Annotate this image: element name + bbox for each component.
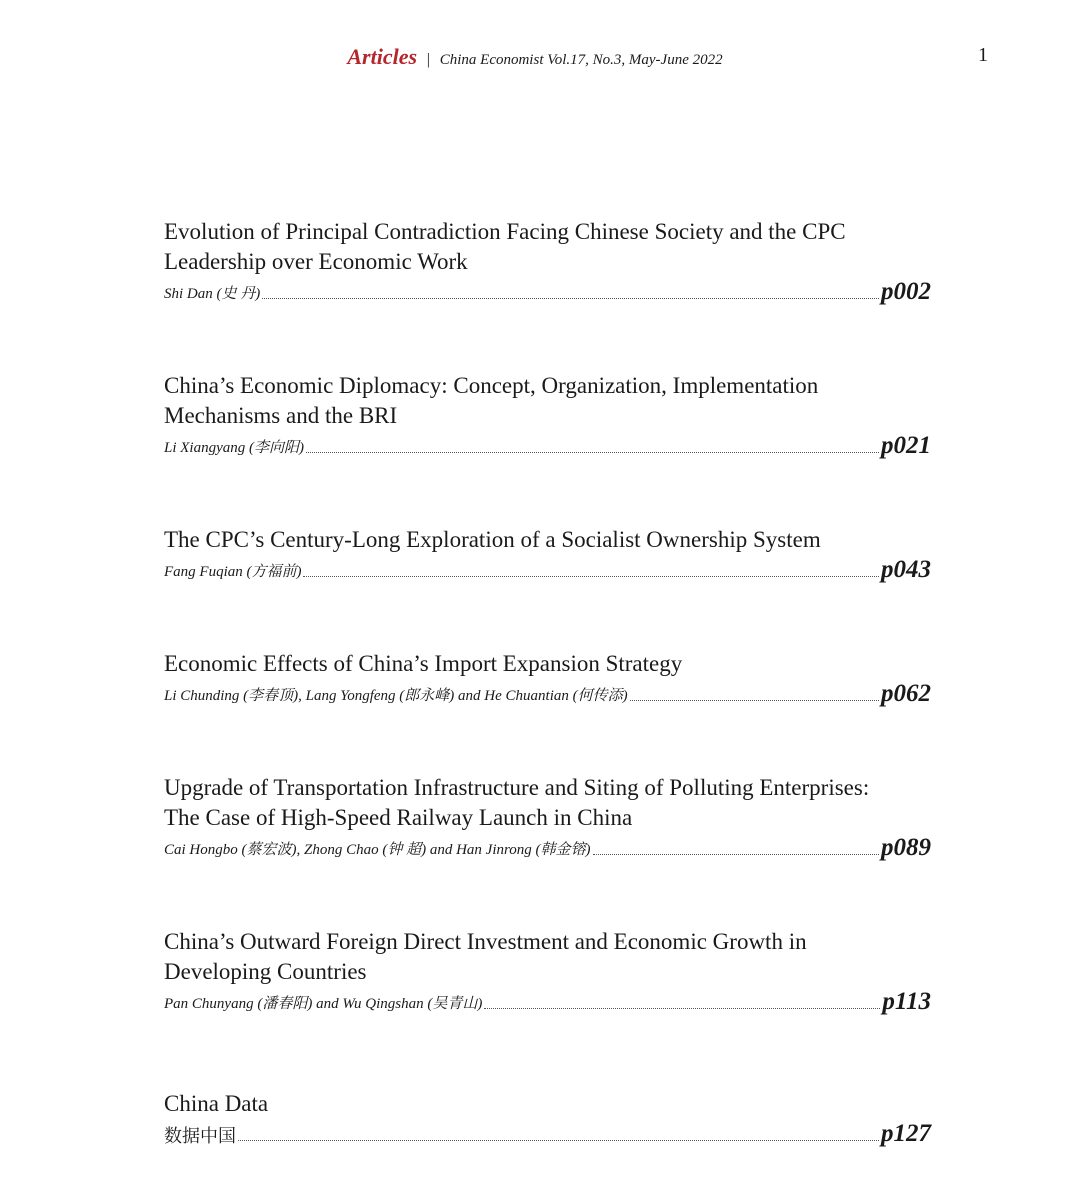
toc-entry[interactable] [164, 217, 931, 305]
dot-leader [306, 451, 879, 453]
article-authors: Li Xiangyang (李向阳) [164, 440, 304, 456]
section-label: Articles [347, 44, 418, 69]
dot-leader [484, 1007, 880, 1009]
article-title[interactable]: China Data [164, 1091, 269, 1116]
byline [164, 835, 931, 861]
dot-leader [303, 575, 879, 577]
article-title[interactable]: Economic Effects of China’s Import Expansion Strategy [164, 651, 683, 676]
article-title[interactable]: China’s Outward Foreign Direct Investment and Economic Growth in Developing Countries [164, 929, 807, 984]
toc-entry[interactable] [164, 927, 931, 1015]
dot-leader [630, 699, 879, 701]
article-authors: Fang Fuqian (方福前) [164, 564, 302, 580]
byline [164, 279, 931, 305]
article-title[interactable]: Evolution of Principal Contradiction Facing Chinese Society and the CPC Leadership over Economic Work [164, 219, 846, 274]
dot-leader [593, 853, 879, 855]
page-number: 1 [978, 44, 988, 66]
toc-entry[interactable] [164, 371, 931, 459]
toc-entry[interactable] [164, 1089, 931, 1147]
journal-citation: China Economist Vol.17, No.3, May-June 2022 [439, 52, 723, 68]
toc-entry[interactable] [164, 525, 931, 583]
article-authors: Pan Chunyang (潘春阳) and Wu Qingshan (吴青山) [164, 996, 483, 1012]
dot-leader [238, 1139, 879, 1141]
byline [164, 1121, 931, 1147]
byline [164, 433, 931, 459]
article-page-ref[interactable]: p021 [881, 432, 931, 459]
article-authors: Li Chunding (李春顶), Lang Yongfeng (郎永峰) and He Chuantian (何传添) [164, 688, 628, 704]
article-title[interactable]: Upgrade of Transportation Infrastructure and Siting of Polluting Enterprises: The Case of High-Speed Railway Launch in China [164, 775, 870, 830]
article-authors: Cai Hongbo (蔡宏波), Zhong Chao (钟 超) and Han Jinrong (韩金镕) [164, 842, 591, 858]
article-page-ref[interactable]: p113 [882, 988, 931, 1015]
article-page-ref[interactable]: p043 [881, 556, 931, 583]
article-title[interactable]: China’s Economic Diplomacy: Concept, Organization, Implementation Mechanisms and the BRI [164, 373, 819, 428]
byline [164, 989, 931, 1015]
toc-entry[interactable] [164, 649, 931, 707]
header-separator: | [426, 51, 430, 68]
article-authors: Shi Dan (史 丹) [164, 286, 261, 302]
article-page-ref[interactable]: p127 [881, 1120, 931, 1147]
byline [164, 681, 931, 707]
article-title[interactable]: The CPC’s Century-Long Exploration of a Socialist Ownership System [164, 527, 821, 552]
article-authors: 数据中国 [164, 1126, 236, 1146]
article-page-ref[interactable]: p062 [881, 680, 931, 707]
article-page-ref[interactable]: p002 [881, 278, 931, 305]
byline [164, 557, 931, 583]
running-header [0, 44, 1070, 70]
toc-entry[interactable] [164, 773, 931, 861]
dot-leader [262, 297, 879, 299]
article-page-ref[interactable]: p089 [881, 834, 931, 861]
